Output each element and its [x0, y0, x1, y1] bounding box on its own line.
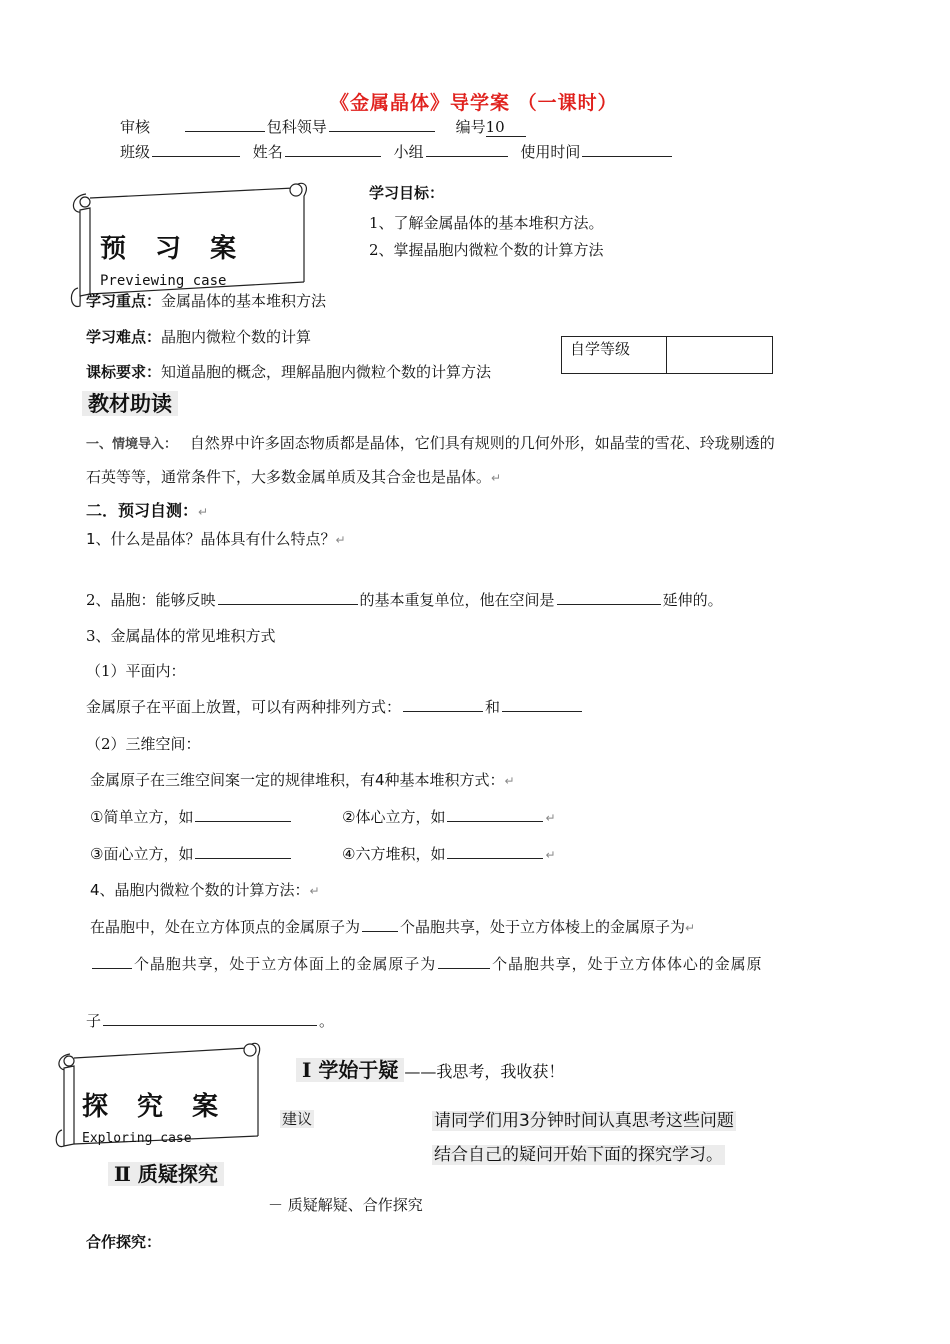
reading-paragraph-line-2: 石英等等，通常条件下，大多数金属单质及其合金也是晶体。↵ [86, 468, 502, 486]
selftest-q4: 4、晶胞内微粒个数的计算方法：↵ [90, 881, 320, 899]
stack-blank-2[interactable] [447, 806, 543, 822]
selftest-q3-1: （1）平面内： [86, 662, 186, 680]
selftest-q2: 2、晶胞：能够反映 的基本重复单位，他在空间是 延伸的。 [86, 591, 723, 609]
focus-label: 学习重点： [86, 292, 162, 310]
stack-option-2: ②体心立方，如 ↵ [342, 808, 556, 826]
focus-text: 金属晶体的基本堆积方法 [161, 292, 327, 310]
stack-option-4: ④六方堆积，如 ↵ [342, 845, 556, 863]
grade-table [561, 336, 773, 374]
reading-prefix: 一、情境导入： [86, 437, 178, 452]
standard-text: 知道晶胞的概念，理解晶胞内微粒个数的计算方法 [161, 363, 492, 381]
q2-blank-1[interactable] [218, 589, 358, 605]
stack-option-1: ①简单立方，如 [90, 806, 293, 827]
time-label: 使用时间 [520, 143, 581, 161]
stack-blank-4[interactable] [447, 843, 543, 859]
leader-blank[interactable] [329, 116, 435, 132]
header-row-2 [120, 141, 674, 162]
stack-blank-3[interactable] [195, 843, 291, 859]
stack-option-3: ③面心立方，如 [90, 843, 293, 864]
preview-banner-subtitle: Previewing case [100, 273, 227, 289]
review-label: 审核 [120, 118, 151, 136]
selftest-q4-line-3: 子 。 [86, 1012, 335, 1030]
selftest-q4-line-1: 在晶胞中，处在立方体顶点的金属原子为 个晶胞共享，处于立方体棱上的金属原子为↵ [90, 918, 696, 936]
goal-item-2: 2、掌握晶胞内微粒个数的计算方法 [369, 241, 604, 259]
stack-blank-1[interactable] [195, 806, 291, 822]
leader-label: 包科领导 [266, 118, 327, 136]
class-label: 班级 [120, 143, 151, 161]
plane-blank-1[interactable] [403, 696, 483, 712]
selftest-heading: 二．预习自测：↵ [86, 501, 209, 520]
section-1-heading: Ⅰ 学始于疑 [296, 1058, 404, 1082]
name-label: 姓名 [252, 143, 283, 161]
selftest-q4-line-2: 个晶胞共享，处于立方体面上的金属原子为 个晶胞共享，处于立方体体心的金属原 [90, 953, 762, 974]
difficulty-label: 学习难点： [86, 328, 162, 346]
number-label: 编号 [455, 118, 486, 136]
grade-label: 自学等级 [570, 340, 631, 358]
explore-banner-subtitle: Exploring case [82, 1131, 192, 1146]
selftest-q3: 3、金属晶体的常见堆积方式 [86, 627, 276, 645]
reading-heading: 教材助读 [82, 388, 178, 418]
group-label: 小组 [393, 143, 424, 161]
selftest-q3-2-text: 金属原子在三维空间案一定的规律堆积，有4种基本堆积方式：↵ [90, 771, 515, 789]
goals-heading: 学习目标： [369, 184, 445, 202]
q2-blank-2[interactable] [557, 589, 661, 605]
difficulty-text: 晶胞内微粒个数的计算 [161, 328, 312, 346]
header-row-1 [120, 116, 526, 137]
section-1-heading-line [296, 1054, 564, 1083]
coop-label: 合作探究： [86, 1233, 162, 1251]
class-blank[interactable] [152, 141, 240, 157]
selftest-q1: 1、什么是晶体？晶体具有什么特点？↵ [86, 530, 346, 548]
standard-label: 课标要求： [86, 363, 162, 381]
q4-blank-4[interactable] [103, 1010, 317, 1026]
q4-blank-2[interactable] [92, 953, 132, 969]
number-value: 10 [486, 118, 526, 137]
plane-blank-2[interactable] [502, 696, 582, 712]
suggest-line-2: 结合自己的疑问开始下面的探究学习。 [434, 1145, 723, 1165]
suggest-line-1: 请同学们用3分钟时间认真思考这些问题 [434, 1111, 734, 1131]
difficulty-line [86, 326, 311, 347]
q4-blank-1[interactable] [362, 916, 398, 932]
section-2-heading: Ⅱ 质疑探究 [108, 1158, 224, 1187]
q4-blank-3[interactable] [438, 953, 490, 969]
explore-banner-title: 探 究 案 [82, 1092, 229, 1122]
suggest-label: 建议 [282, 1110, 313, 1128]
section-1-tail: ——我思考，我收获！ [404, 1062, 565, 1081]
focus-line [86, 290, 326, 311]
time-blank[interactable] [582, 141, 672, 157]
preview-banner-title: 预 习 案 [100, 234, 247, 264]
name-blank[interactable] [285, 141, 381, 157]
review-blank[interactable] [185, 116, 265, 132]
selftest-q3-2: （2）三维空间： [86, 735, 201, 753]
goal-item-1: 1、了解金属晶体的基本堆积方法。 [369, 214, 604, 232]
section-2-sub: － 质疑解疑、合作探究 [268, 1196, 423, 1214]
selftest-q3-1-text: 金属原子在平面上放置，可以有两种排列方式： 和 [86, 696, 584, 717]
group-blank[interactable] [426, 141, 508, 157]
reading-paragraph-line-1: 一、情境导入： 自然界中许多固态物质都是晶体，它们具有规则的几何外形，如晶莹的雪花、玲珑剔透的 [86, 434, 775, 452]
page-title: 《金属晶体》导学案 （一课时） [330, 92, 618, 114]
grade-input-cell[interactable] [668, 337, 772, 373]
standard-line [86, 361, 491, 382]
